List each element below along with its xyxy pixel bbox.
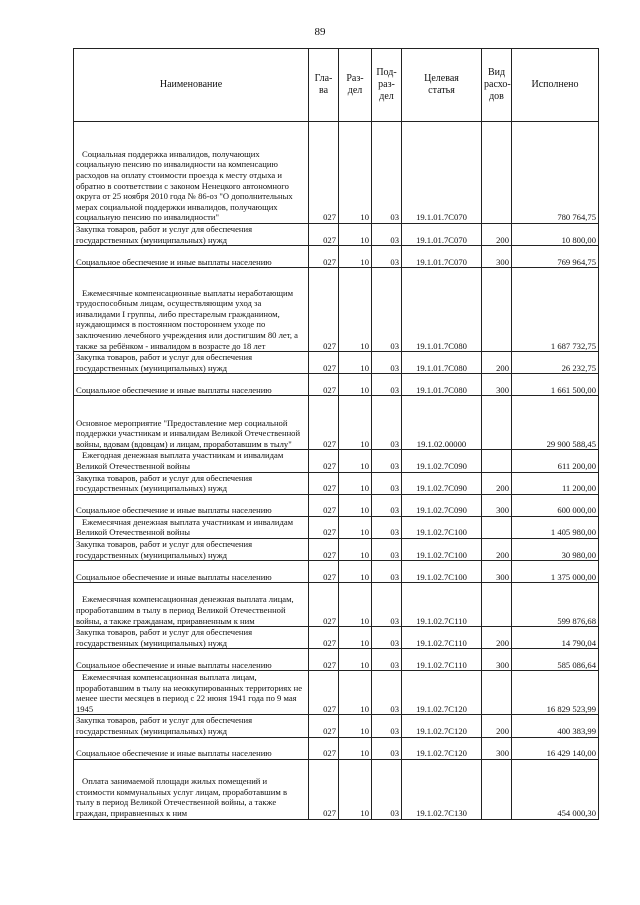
row-target: 19.1.02.7С100	[402, 538, 482, 560]
row-glava: 027	[309, 472, 339, 494]
header-glava: Гла- ва	[309, 49, 339, 122]
row-vid	[482, 516, 512, 538]
row-amount: 1 375 000,00	[512, 561, 599, 583]
row-glava: 027	[309, 737, 339, 759]
row-target: 19.1.02.7С110	[402, 583, 482, 627]
row-vid	[482, 268, 512, 352]
row-vid: 300	[482, 649, 512, 671]
row-razdel: 10	[339, 224, 372, 246]
row-podrazdel: 03	[372, 737, 402, 759]
row-razdel: 10	[339, 516, 372, 538]
row-amount: 10 800,00	[512, 224, 599, 246]
row-podrazdel: 03	[372, 538, 402, 560]
table-row	[74, 561, 599, 583]
header-vid: Вид расхо- дов	[482, 49, 512, 122]
header-name: Наименование	[74, 49, 309, 122]
table-row	[74, 494, 599, 516]
row-glava: 027	[309, 122, 339, 224]
row-target: 19.1.01.7С080	[402, 374, 482, 396]
row-target: 19.1.02.7С090	[402, 472, 482, 494]
row-amount: 14 790,04	[512, 627, 599, 649]
table-row	[74, 583, 599, 627]
row-glava: 027	[309, 561, 339, 583]
row-glava: 027	[309, 649, 339, 671]
table-row	[74, 715, 599, 737]
row-podrazdel: 03	[372, 268, 402, 352]
table-row	[74, 374, 599, 396]
row-amount: 600 000,00	[512, 494, 599, 516]
row-glava: 027	[309, 759, 339, 819]
row-glava: 027	[309, 715, 339, 737]
row-amount: 29 900 588,45	[512, 396, 599, 450]
row-razdel: 10	[339, 583, 372, 627]
table-row	[74, 759, 599, 819]
row-podrazdel: 03	[372, 494, 402, 516]
row-podrazdel: 03	[372, 561, 402, 583]
row-vid	[482, 396, 512, 450]
row-amount: 16 429 140,00	[512, 737, 599, 759]
row-target: 19.1.02.7С120	[402, 737, 482, 759]
page-number: 89	[314, 26, 326, 38]
row-vid: 200	[482, 627, 512, 649]
row-glava: 027	[309, 246, 339, 268]
row-target: 19.1.01.7С070	[402, 246, 482, 268]
row-podrazdel: 03	[372, 374, 402, 396]
row-podrazdel: 03	[372, 352, 402, 374]
row-vid: 300	[482, 737, 512, 759]
table-row	[74, 516, 599, 538]
row-razdel: 10	[339, 374, 372, 396]
row-razdel: 10	[339, 627, 372, 649]
row-target: 19.1.01.7С070	[402, 122, 482, 224]
row-target: 19.1.02.7С110	[402, 627, 482, 649]
row-razdel: 10	[339, 715, 372, 737]
row-podrazdel: 03	[372, 472, 402, 494]
row-podrazdel: 03	[372, 224, 402, 246]
header-executed: Исполнено	[512, 49, 599, 122]
row-vid: 300	[482, 374, 512, 396]
row-razdel: 10	[339, 268, 372, 352]
row-target: 19.1.02.7С120	[402, 671, 482, 715]
row-razdel: 10	[339, 472, 372, 494]
row-name: Социальное обеспечение и иные выплаты населению	[74, 374, 309, 396]
row-amount: 30 980,00	[512, 538, 599, 560]
row-podrazdel: 03	[372, 715, 402, 737]
row-amount: 16 829 523,99	[512, 671, 599, 715]
row-razdel: 10	[339, 450, 372, 472]
row-razdel: 10	[339, 561, 372, 583]
table-row	[74, 450, 599, 472]
row-vid: 200	[482, 538, 512, 560]
row-name: Закупка товаров, работ и услуг для обеспечения государственных (муниципальных) нужд	[74, 715, 309, 737]
row-glava: 027	[309, 516, 339, 538]
row-glava: 027	[309, 396, 339, 450]
row-glava: 027	[309, 583, 339, 627]
table-row	[74, 538, 599, 560]
row-vid: 200	[482, 715, 512, 737]
table-row	[74, 472, 599, 494]
row-glava: 027	[309, 671, 339, 715]
row-razdel: 10	[339, 649, 372, 671]
row-razdel: 10	[339, 122, 372, 224]
row-amount: 1 661 500,00	[512, 374, 599, 396]
table-row	[74, 246, 599, 268]
row-vid	[482, 450, 512, 472]
row-name: Закупка товаров, работ и услуг для обеспечения государственных (муниципальных) нужд	[74, 224, 309, 246]
row-amount: 611 200,00	[512, 450, 599, 472]
row-vid: 300	[482, 561, 512, 583]
row-podrazdel: 03	[372, 516, 402, 538]
row-target: 19.1.02.00000	[402, 396, 482, 450]
row-target: 19.1.01.7С070	[402, 224, 482, 246]
row-name: Социальное обеспечение и иные выплаты населению	[74, 494, 309, 516]
row-razdel: 10	[339, 352, 372, 374]
row-name: Социальное обеспечение и иные выплаты населению	[74, 737, 309, 759]
row-target: 19.1.02.7С090	[402, 494, 482, 516]
table-row	[74, 396, 599, 450]
row-podrazdel: 03	[372, 450, 402, 472]
row-podrazdel: 03	[372, 649, 402, 671]
row-amount: 454 000,30	[512, 759, 599, 819]
table-header-row	[74, 49, 599, 122]
row-target: 19.1.02.7С090	[402, 450, 482, 472]
table-row	[74, 671, 599, 715]
table-row	[74, 649, 599, 671]
row-name: Закупка товаров, работ и услуг для обеспечения государственных (муниципальных) нужд	[74, 627, 309, 649]
row-podrazdel: 03	[372, 759, 402, 819]
row-name: Социальное обеспечение и иные выплаты населению	[74, 649, 309, 671]
row-name: Ежемесячная компенсационная выплата лицам, проработавшим в тылу на неоккупированных территориях не менее шести месяцев в период с 22 июня 1941 года по 9 мая 1945	[74, 671, 309, 715]
row-vid	[482, 759, 512, 819]
row-vid: 200	[482, 224, 512, 246]
row-razdel: 10	[339, 246, 372, 268]
row-name: Оплата занимаемой площади жилых помещений и стоимости коммунальных услуг лицам, проработавшим в тылу в период Великой Отечественной войны, а также граждан, приравненных к ним	[74, 759, 309, 819]
row-name: Ежегодная денежная выплата участникам и инвалидам Великой Отечественной войны	[74, 450, 309, 472]
header-razdel: Раз- дел	[339, 49, 372, 122]
row-vid	[482, 122, 512, 224]
row-amount: 780 764,75	[512, 122, 599, 224]
row-name: Закупка товаров, работ и услуг для обеспечения государственных (муниципальных) нужд	[74, 352, 309, 374]
row-glava: 027	[309, 494, 339, 516]
row-amount: 11 200,00	[512, 472, 599, 494]
row-podrazdel: 03	[372, 627, 402, 649]
row-name: Социальная поддержка инвалидов, получающих социальную пенсию по инвалидности на компенсацию расходов на оплату стоимости проезда к месту отдыха и обратно в соответствии с законом Ненецкого автономного округа от 25 ноября 2010 года № 86-оз "О дополнительных мерах социальной поддержки инвалидов, получающих социальную пенсию по инвалидности"	[74, 122, 309, 224]
row-razdel: 10	[339, 671, 372, 715]
row-amount: 400 383,99	[512, 715, 599, 737]
row-vid: 200	[482, 472, 512, 494]
row-podrazdel: 03	[372, 583, 402, 627]
row-target: 19.1.02.7С120	[402, 715, 482, 737]
row-glava: 027	[309, 374, 339, 396]
table-row	[74, 224, 599, 246]
row-razdel: 10	[339, 759, 372, 819]
row-glava: 027	[309, 450, 339, 472]
row-name: Закупка товаров, работ и услуг для обеспечения государственных (муниципальных) нужд	[74, 538, 309, 560]
row-podrazdel: 03	[372, 671, 402, 715]
row-name: Ежемесячные компенсационные выплаты неработающим трудоспособным лицам, осуществляющим уход за инвалидами I группы, либо престарелым гражданином, нуждающимся в постоянном постороннем уходе по заключению лечебного учреждения или достигшим 80 лет, а также за ребёнком - инвалидом в возрасте до 18 лет	[74, 268, 309, 352]
row-glava: 027	[309, 268, 339, 352]
row-name: Ежемесячная компенсационная денежная выплата лицам, проработавшим в тылу в период Великой Отечественной войны, а также гражданам, приравненным к ним	[74, 583, 309, 627]
row-target: 19.1.01.7С080	[402, 352, 482, 374]
row-name: Социальное обеспечение и иные выплаты населению	[74, 246, 309, 268]
row-target: 19.1.02.7С110	[402, 649, 482, 671]
row-target: 19.1.02.7С130	[402, 759, 482, 819]
row-name: Основное мероприятие "Предоставление мер социальной поддержки участникам и инвалидам Великой Отечественной войны, вдовам (вдовцам) и лицам, проработавшим в тылу"	[74, 396, 309, 450]
row-vid: 200	[482, 352, 512, 374]
row-amount: 599 876,68	[512, 583, 599, 627]
table-row	[74, 627, 599, 649]
table-row	[74, 737, 599, 759]
row-name: Социальное обеспечение и иные выплаты населению	[74, 561, 309, 583]
row-glava: 027	[309, 627, 339, 649]
row-amount: 1 405 980,00	[512, 516, 599, 538]
row-glava: 027	[309, 224, 339, 246]
row-vid	[482, 583, 512, 627]
row-podrazdel: 03	[372, 396, 402, 450]
row-razdel: 10	[339, 737, 372, 759]
row-glava: 027	[309, 538, 339, 560]
budget-table	[73, 48, 599, 820]
row-amount: 585 086,64	[512, 649, 599, 671]
row-razdel: 10	[339, 538, 372, 560]
row-target: 19.1.02.7С100	[402, 516, 482, 538]
table-row	[74, 268, 599, 352]
row-amount: 26 232,75	[512, 352, 599, 374]
row-amount: 769 964,75	[512, 246, 599, 268]
row-glava: 027	[309, 352, 339, 374]
row-vid	[482, 671, 512, 715]
header-target: Целевая статья	[402, 49, 482, 122]
row-amount: 1 687 732,75	[512, 268, 599, 352]
row-vid: 300	[482, 494, 512, 516]
row-razdel: 10	[339, 494, 372, 516]
table-row	[74, 352, 599, 374]
row-target: 19.1.02.7С100	[402, 561, 482, 583]
row-name: Ежемесячная денежная выплата участникам и инвалидам Великой Отечественной войны	[74, 516, 309, 538]
header-podrazdel: Под- раз- дел	[372, 49, 402, 122]
row-razdel: 10	[339, 396, 372, 450]
row-vid: 300	[482, 246, 512, 268]
row-podrazdel: 03	[372, 122, 402, 224]
row-name: Закупка товаров, работ и услуг для обеспечения государственных (муниципальных) нужд	[74, 472, 309, 494]
row-target: 19.1.01.7С080	[402, 268, 482, 352]
row-podrazdel: 03	[372, 246, 402, 268]
table-row	[74, 122, 599, 224]
